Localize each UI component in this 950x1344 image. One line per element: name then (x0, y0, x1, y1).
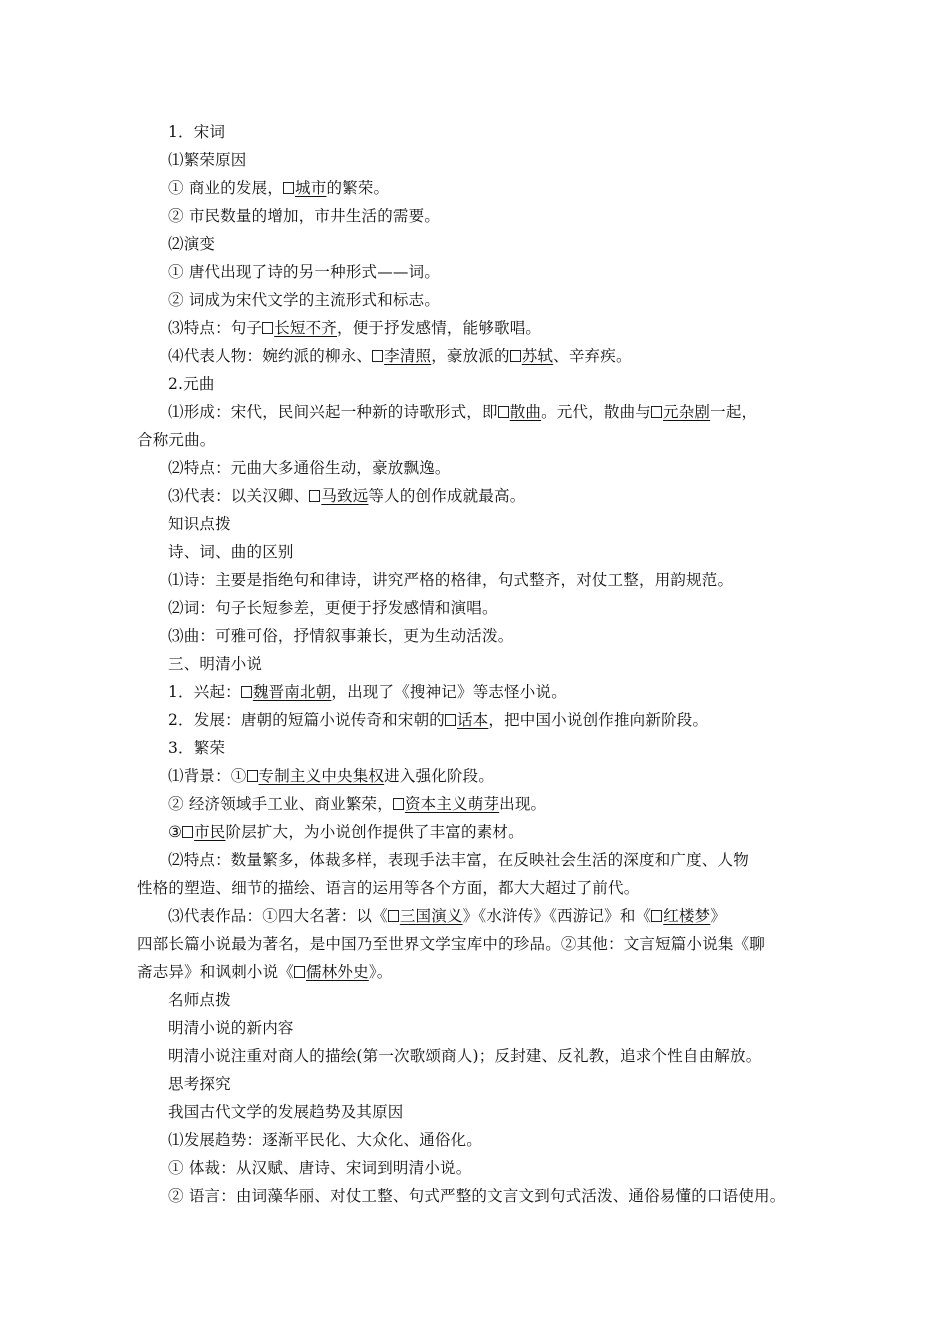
answer-blank: 话本 (445, 711, 488, 729)
text-line: ② 词成为宋代文学的主流形式和标志。 (168, 291, 441, 309)
answer-blank: 专制主义中央集权 (247, 767, 385, 785)
text-line: ⑵特点：元曲大多通俗生动，豪放飘逸。 (168, 459, 451, 477)
checkbox-icon (498, 406, 509, 418)
answer-blank: 城市 (283, 179, 326, 197)
checkbox-icon (294, 966, 305, 978)
text-line: ⑴发展趋势：逐渐平民化、大众化、通俗化。 (168, 1131, 483, 1149)
answer-blank: 苏轼 (510, 347, 553, 365)
text-line: 四部长篇小说最为著名，是中国乃至世界文学宝库中的珍品。②其他：文言短篇小说集《聊 (137, 935, 766, 953)
answer-blank: 李清照 (372, 347, 431, 365)
subheading: ⑵演变 (168, 235, 216, 253)
text-line: ⑶代表作品：①四大名著：以《 三国演义》《水浒传》《西游记》和《 红楼梦》 (168, 907, 727, 925)
section-label: 知识点拨 (168, 515, 231, 533)
text-line: 性格的塑造、细节的描绘、语言的运用等各个方面，都大大超过了前代。 (137, 879, 640, 897)
answer-blank: 魏晋南北朝 (241, 683, 332, 701)
text-line: ① 体裁：从汉赋、唐诗、宋词到明清小说。 (168, 1159, 472, 1177)
subheading: 诗、词、曲的区别 (168, 543, 294, 561)
answer-blank: 马致远 (309, 487, 368, 505)
subheading: ⑴繁荣原因 (168, 151, 247, 169)
subheading: 明清小说的新内容 (168, 1019, 294, 1037)
checkbox-icon (651, 406, 662, 418)
text-line: 斋志异》和讽刺小说《 儒林外史》。 (137, 963, 393, 981)
heading-song-ci: 1．宋词 (168, 123, 226, 141)
checkbox-icon (262, 322, 273, 334)
text-line: 1．兴起： 魏晋南北朝，出现了《搜神记》等志怪小说。 (168, 683, 567, 701)
text-line: ① 唐代出现了诗的另一种形式——词。 (168, 263, 441, 281)
checkbox-icon (241, 686, 252, 698)
text-line: ⑴背景：① 专制主义中央集权进入强化阶段。 (168, 767, 495, 785)
answer-blank: 儒林外史 (294, 963, 369, 981)
checkbox-icon (651, 910, 662, 922)
checkbox-icon (372, 350, 383, 362)
text-line: ⑵特点：数量繁多，体裁多样，表现手法丰富，在反映社会生活的深度和广度、人物 (168, 851, 749, 869)
answer-blank: 长短不齐 (262, 319, 337, 337)
checkbox-icon (445, 714, 456, 726)
checkbox-icon (510, 350, 521, 362)
text-line: ⑵词：句子长短参差，更便于抒发感情和演唱。 (168, 599, 498, 617)
answer-blank: 散曲 (498, 403, 541, 421)
checkbox-icon (309, 490, 320, 502)
text-line: ⑶代表：以关汉卿、 马致远等人的创作成就最高。 (168, 487, 526, 505)
text-line: ② 语言：由词藻华丽、对仗工整、句式严整的文言文到句式活泼、通俗易懂的口语使用。 (168, 1187, 786, 1205)
answer-blank: 资本主义萌芽 (393, 795, 499, 813)
text-line: ② 经济领域手工业、商业繁荣， 资本主义萌芽出现。 (168, 795, 547, 813)
checkbox-icon (393, 798, 404, 810)
text-line: 2．发展：唐朝的短篇小说传奇和宋朝的 话本，把中国小说创作推向新阶段。 (168, 711, 709, 729)
heading-yuan-qu: 2.元曲 (168, 375, 215, 393)
section-label: 思考探究 (168, 1075, 231, 1093)
checkbox-icon (247, 770, 258, 782)
answer-blank: 三国演义 (388, 907, 463, 925)
text-line: 合称元曲。 (137, 431, 216, 449)
text-line: ⑴形成：宋代，民间兴起一种新的诗歌形式，即 散曲。元代，散曲与 元杂剧一起， (168, 403, 758, 421)
answer-blank: 元杂剧 (651, 403, 710, 421)
checkbox-icon (283, 182, 294, 194)
section-label: 名师点拨 (168, 991, 231, 1009)
text-line: ③ 市民阶层扩大，为小说创作提供了丰富的素材。 (168, 823, 524, 841)
text-line: ⑶特点：句子 长短不齐，便于抒发感情，能够歌唱。 (168, 319, 542, 337)
subheading: 我国古代文学的发展趋势及其原因 (168, 1103, 404, 1121)
text-line: ① 商业的发展， 城市的繁荣。 (168, 179, 390, 197)
subheading: 3．繁荣 (168, 739, 226, 757)
answer-blank: 红楼梦 (651, 907, 710, 925)
text-line: ⑷代表人物：婉约派的柳永、 李清照，豪放派的 苏轼、辛弃疾。 (168, 347, 632, 365)
checkbox-icon (182, 826, 193, 838)
text-line: 明清小说注重对商人的描绘(第一次歌颂商人)；反封建、反礼教，追求个性自由解放。 (168, 1047, 762, 1065)
text-line: ⑴诗：主要是指绝句和律诗，讲究严格的格律，句式整齐，对仗工整，用韵规范。 (168, 571, 734, 589)
text-line: ② 市民数量的增加，市井生活的需要。 (168, 207, 441, 225)
checkbox-icon (388, 910, 399, 922)
heading-ming-qing: 三、明清小说 (168, 655, 263, 673)
answer-blank: 市民 (182, 823, 225, 841)
text-line: ⑶曲：可雅可俗，抒情叙事兼长，更为生动活泼。 (168, 627, 514, 645)
